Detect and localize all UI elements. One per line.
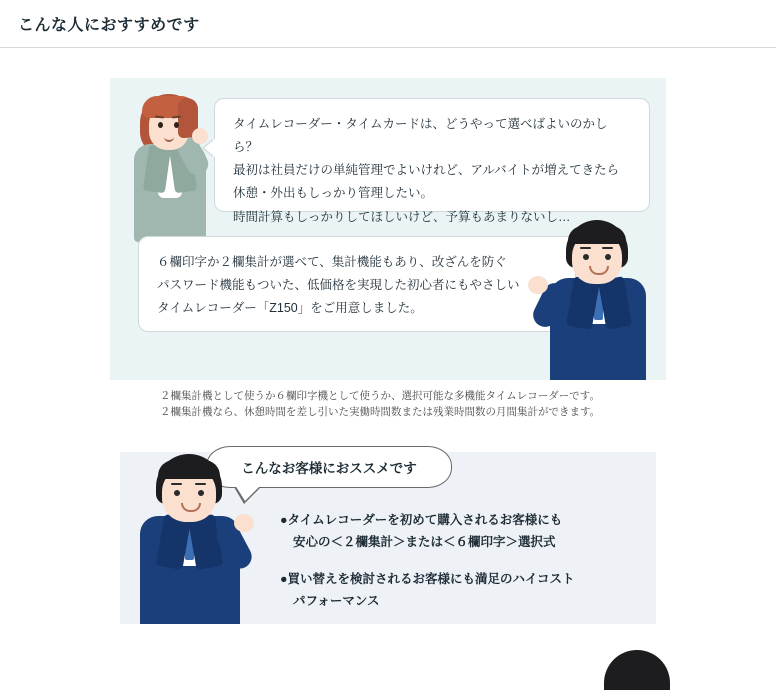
woman-eye-left-icon bbox=[158, 122, 163, 128]
man-bubble-line-3: タイムレコーダー「Z150」をご用意しました。 bbox=[157, 301, 423, 316]
man-hand-icon bbox=[528, 276, 548, 294]
customer-bubble-label: こんなお客様におススメです bbox=[241, 461, 417, 476]
page-header bbox=[0, 0, 776, 48]
woman-speech-bubble bbox=[214, 98, 650, 224]
caption-line-1: ２欄集計機として使うか６欄印字機として使うか、選択可能な多機能タイムレコーダーです。 bbox=[160, 390, 600, 402]
bottom-person-hair-icon bbox=[604, 650, 670, 690]
man-bubble-line-2: パスワード機能もついた、低価格を実現した初心者にもやさしい bbox=[157, 278, 520, 293]
woman-bubble-line-1: タイムレコーダー・タイムカードは、どうやって選べばよいのかしら？ bbox=[233, 117, 608, 155]
man2-eye-left-icon bbox=[174, 490, 180, 496]
man-eye-right-icon bbox=[605, 254, 611, 260]
man-eyebrow-left-icon bbox=[580, 247, 591, 249]
woman-bubble-line-4: 時間計算もしっかりしてほしいけど、予算もあまりないし… bbox=[233, 209, 571, 224]
customer-item-1-sub: 安心の＜２欄集計＞または＜６欄印字＞選択式 bbox=[293, 534, 556, 549]
customer-benefit-list bbox=[280, 510, 640, 628]
customer-panel bbox=[120, 452, 656, 624]
man-fringe-icon bbox=[568, 226, 626, 244]
man-bubble-line-1: ６欄印字か２欄集計が選べて、集計機能もあり、改ざんを防ぐ bbox=[157, 255, 507, 269]
customer-item-2-sub: パフォーマンス bbox=[293, 593, 380, 608]
man2-eyebrow-right-icon bbox=[195, 483, 206, 485]
man2-fringe-icon bbox=[158, 460, 220, 479]
bottom-illustration-peek bbox=[604, 650, 674, 680]
page-title: こんな人におすすめです bbox=[18, 17, 200, 34]
woman-illustration bbox=[120, 92, 220, 242]
list-item bbox=[280, 569, 640, 612]
man2-eye-right-icon bbox=[198, 490, 204, 496]
man-eyebrow-right-icon bbox=[602, 247, 613, 249]
caption-line-2: ２欄集計機なら、休憩時間を差し引いた実働時間数または残業時間数の月間集計ができます。 bbox=[160, 406, 601, 419]
man2-eyebrow-left-icon bbox=[171, 483, 182, 485]
woman-eye-right-icon bbox=[174, 122, 179, 128]
conversation-caption bbox=[160, 388, 630, 421]
man-speech-bubble bbox=[138, 236, 576, 332]
man-illustration bbox=[540, 220, 660, 380]
man-illustration-secondary bbox=[128, 448, 258, 624]
customer-item-2-main: ●買い替えを検討されるお客様にも満足のハイコスト bbox=[280, 572, 575, 586]
woman-bubble-line-2: 最初は社員だけの単純管理でよいけれど、アルバイトが増えてきたら bbox=[233, 163, 620, 178]
conversation-panel bbox=[110, 78, 666, 380]
man-eye-left-icon bbox=[583, 254, 589, 260]
list-item bbox=[280, 510, 640, 553]
customer-item-1-main: ●タイムレコーダーを初めて購入されるお客様にも bbox=[280, 513, 563, 527]
man2-hand-icon bbox=[234, 514, 254, 532]
woman-bubble-line-3: 休憩・外出もしっかり管理したい。 bbox=[233, 186, 434, 201]
